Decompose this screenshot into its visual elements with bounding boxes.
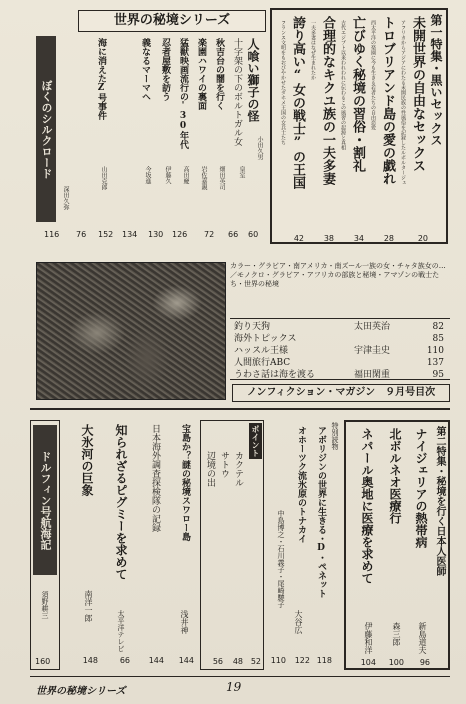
left-item-title: 楽園ハワイの裏面	[196, 38, 206, 110]
special-reading: 特別読物 アボリジンの世界に生きる・D・ペネット オホーツク流氷原のトナカイ 大谷広 中島博之・石川義子・尾崎驍子 118 122 110	[270, 422, 339, 665]
dolphin-title: ドルフィン号航海記	[33, 425, 57, 575]
mid-list-item: 人間旅行ABC 137	[234, 358, 444, 368]
mid-list-item: 海外トピックス 85	[234, 334, 444, 344]
left-item-author: 深田久弥	[62, 186, 69, 210]
topics-box: ポイント カクテル サトウ 辺境の出 52 48 56	[200, 420, 264, 670]
gravure-photo	[36, 262, 226, 400]
mid-list-item: うわさ話は海を渡る 福田閑重 95	[234, 370, 444, 380]
left-item-title: 秋吉台の闇を行く	[214, 38, 224, 110]
left-item-title: 海に消えたZ号事件	[96, 38, 106, 120]
left-item-author: 伊藤久	[164, 166, 171, 184]
feature2-title: 北ボルネオ医療行	[388, 428, 402, 524]
bottom-article-title: 大氷河の巨象	[80, 424, 94, 496]
feature2-title: ナイジェリアの熱帯病	[414, 428, 428, 548]
bottom-article-title: 日本海外調査探検隊の記録	[150, 424, 160, 532]
bottom-article-author: 太平洋テレビ	[117, 610, 125, 652]
bottom-article-author: 南洋一郎	[84, 590, 93, 622]
footer-rule	[30, 676, 450, 677]
series-header: 世界の秘境シリーズ	[78, 10, 266, 32]
dolphin-author: 須野耕三	[41, 591, 49, 619]
feature1-sub: 西太平洋の楽園に今も生きる若者たちの自由恋愛	[370, 20, 376, 130]
bottom-middle-list: 宝島か？謎の秘境スワロー島 浅井神 日本海外調査探検隊の記録 知られざるピグミーを求めて 太平洋テレビ 大氷河の巨象 南洋一郎 144 144 66 148	[80, 424, 194, 665]
divider	[30, 408, 450, 410]
left-item-title: 十字架の下のボルトガル女	[232, 38, 242, 146]
feature2-author: 新島道夫	[418, 622, 427, 654]
feature1-title: 合理的なキクユ族の一夫多妻	[320, 16, 335, 185]
left-item-author: 皇室	[238, 166, 245, 178]
left-item-author: 今坂進	[144, 166, 151, 184]
special-label: 特別読物	[331, 422, 339, 450]
left-item-title: 忍者屋敷を訪う	[160, 38, 170, 101]
special-title: 中島博之・石川義子・尾崎驍子	[277, 510, 285, 608]
left-item-author: 畑田英司	[218, 166, 225, 190]
feature1-box: 第一特集・黒いセックス 未開世界の自由なセックス アフリカからアジアにわたる未開民族の性風俗を記録したルポルタージュ トロブリアンド島の愛の戯れ 西太平洋の楽園に今も生きる若者たちの自由恋愛 亡びゆく秘境の習俗・割礼 古代エジプト以来われわれに伝わるこの風習の起源と真相 合理的なキクユ族の一夫多妻 一夫多妻はなぜ生まれたか 誇り高い“女の戦士”の王国 フランス文明をもおびやかせたダホメ王国の女兵士たち 20 28 34 38 42	[270, 8, 448, 244]
feature2-box: 第二特集・秘境を行く日本人医師 ナイジェリアの熱帯病 新島道夫 北ボルネオ医療行 森三郎 ネパール奥地に医療を求めて 伊藤和洋 96 100 104	[344, 420, 450, 670]
left-item-title: 人喰い獅子の怪	[246, 38, 260, 122]
mid-list-item: ハッスル王様 宇津圭史 110	[234, 346, 444, 356]
special-title: オホーツク流氷原のトナカイ	[296, 426, 306, 543]
left-vertical-band: ぼくのシルクロード	[36, 36, 56, 222]
dolphin-box: ドルフィン号航海記 須野耕三 160	[30, 420, 60, 670]
footer-page-number: 19	[226, 680, 242, 694]
left-item-author: 山田克郎	[100, 166, 107, 190]
left-item-author: 岩佐嘉親	[200, 166, 207, 190]
topics-item: 辺境の出	[205, 451, 215, 487]
gravure-caption: カラー・グラビア・南アメリカ・南ズール一族の女・チャタ族女の…／モノクロ・グラビア・アフリカの部族と秘境・アマゾンの戦士たち・世界の秘境	[230, 262, 446, 288]
feature1-sub: 古代エジプト以来われわれに伝わるこの風習の起源と真相	[340, 20, 346, 150]
left-item-author: 小田久男	[256, 136, 263, 160]
left-page-numbers: 116 76 152 134 130 126 72 66 60	[44, 230, 259, 239]
bottom-article-author: 浅井神	[180, 610, 189, 634]
feature2-title: ネパール奥地に医療を求めて	[360, 428, 374, 584]
feature2-author: 伊藤和洋	[364, 622, 373, 654]
feature1-sub: アフリカからアジアにわたる未開民族の性風俗を記録したルポルタージュ	[400, 20, 406, 185]
feature1-sub: フランス文明をもおびやかせたダホメ王国の女兵士たち	[280, 20, 286, 145]
feature2-label: 第二特集・秘境を行く日本人医師	[434, 426, 445, 576]
feature1-title: トロブリアンド島の愛の戯れ	[380, 16, 395, 185]
feature1-title: 亡びゆく秘境の習俗・割礼	[350, 16, 365, 172]
feature1-label: 第一特集・黒いセックス	[429, 14, 443, 146]
footer-series: 世界の秘境シリーズ	[36, 686, 126, 697]
special-title: アボリジンの世界に生きる・D・ペネット	[316, 426, 326, 598]
feature1-title: 誇り高い“女の戦士”の王国	[290, 16, 305, 189]
mid-list	[230, 318, 450, 380]
mid-list-item: 釣り天狗 太田英治 82	[234, 322, 444, 332]
topics-item: カクテル	[233, 451, 243, 487]
special-author: 大谷広	[294, 610, 303, 634]
left-item-title: 猛獣映画流行の'30年代	[178, 38, 188, 149]
topics-item: サトウ	[219, 451, 229, 478]
topics-label: ポイント	[251, 425, 260, 457]
left-article-list	[60, 36, 266, 226]
feature1-title: 未開世界の自由なセックス	[410, 16, 425, 172]
feature1-sub: 一夫多妻はなぜ生まれたか	[310, 20, 316, 80]
left-item-title: 義なるマーマヘ	[140, 38, 150, 101]
bottom-article-title: 宝島か？謎の秘境スワロー島	[180, 424, 190, 541]
feature2-author: 森三郎	[392, 622, 401, 646]
left-item-author: 高田慶	[182, 166, 189, 184]
bottom-article-title: 知られざるピグミーを求めて	[114, 424, 128, 580]
magazine-title: ノンフィクション・マガジン ９月号目次	[232, 384, 450, 402]
